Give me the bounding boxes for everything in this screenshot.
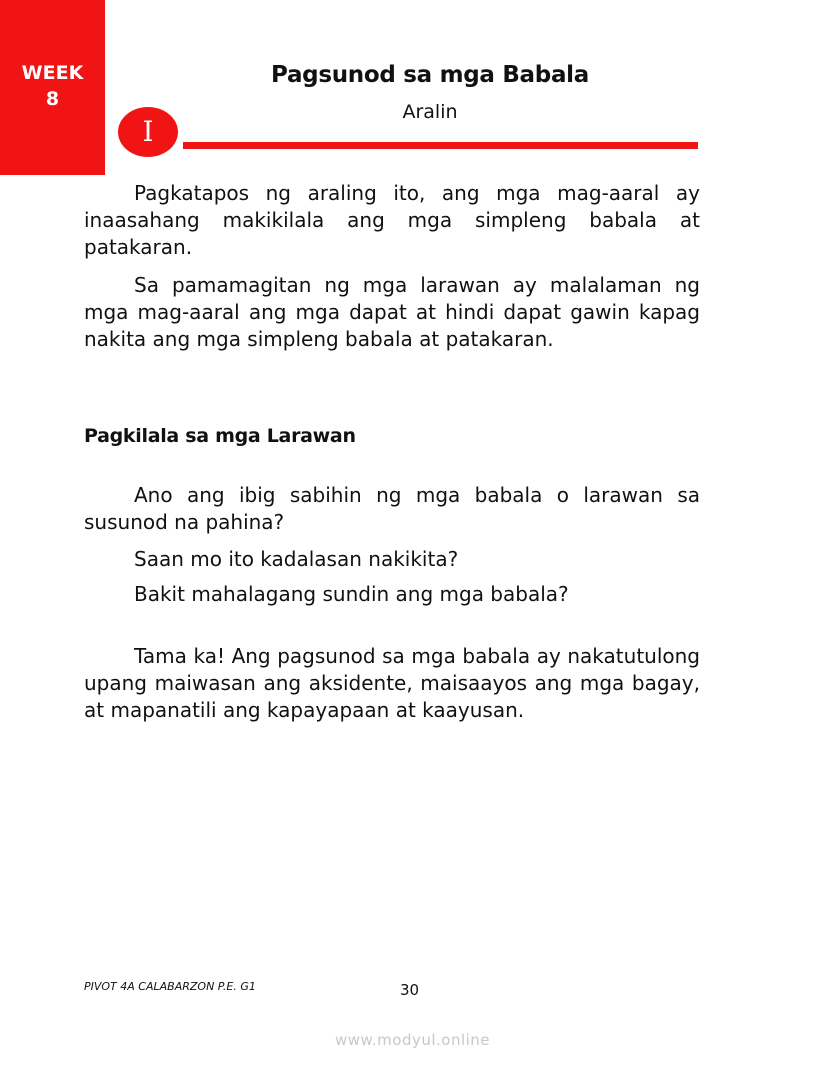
page-number: 30 <box>400 981 420 999</box>
watermark: www.modyul.online <box>334 1031 491 1049</box>
week-tab <box>0 0 105 175</box>
conclusion-paragraph: Tama ka! Ang pagsunod sa mga babala ay nakatutulong upang maiwasan ang aksidente, maisaayos ang mga bagay, at mapanatili ang kapayapaan at kaayusan. <box>84 644 700 722</box>
page-title: Pagsunod sa mga Babala <box>271 62 589 88</box>
question-2: Saan mo ito kadalasan nakikita? <box>134 547 459 571</box>
footer-source: PIVOT 4A CALABARZON P.E. G1 <box>84 980 256 993</box>
header-divider <box>183 142 698 149</box>
intro-paragraph-1: Pagkatapos ng araling ito, ang mga mag-aaral ay inaasahang makikilala ang mga simpleng babala at patakaran. <box>84 181 700 259</box>
week-number: 8 <box>45 88 60 110</box>
question-1: Ano ang ibig sabihin ng mga babala o larawan sa susunod na pahina? <box>84 483 700 534</box>
section-badge: I <box>118 107 178 157</box>
intro-paragraph-2: Sa pamamagitan ng mga larawan ay malalaman ng mga mag-aaral ang mga dapat at hindi dapat gawin kapag nakita ang mga simpleng babala at patakaran. <box>84 273 700 351</box>
week-label: WEEK <box>21 62 84 84</box>
question-3: Bakit mahalagang sundin ang mga babala? <box>134 582 569 606</box>
lesson-label: Aralin <box>402 101 458 123</box>
section-heading: Pagkilala sa mga Larawan <box>84 425 356 447</box>
